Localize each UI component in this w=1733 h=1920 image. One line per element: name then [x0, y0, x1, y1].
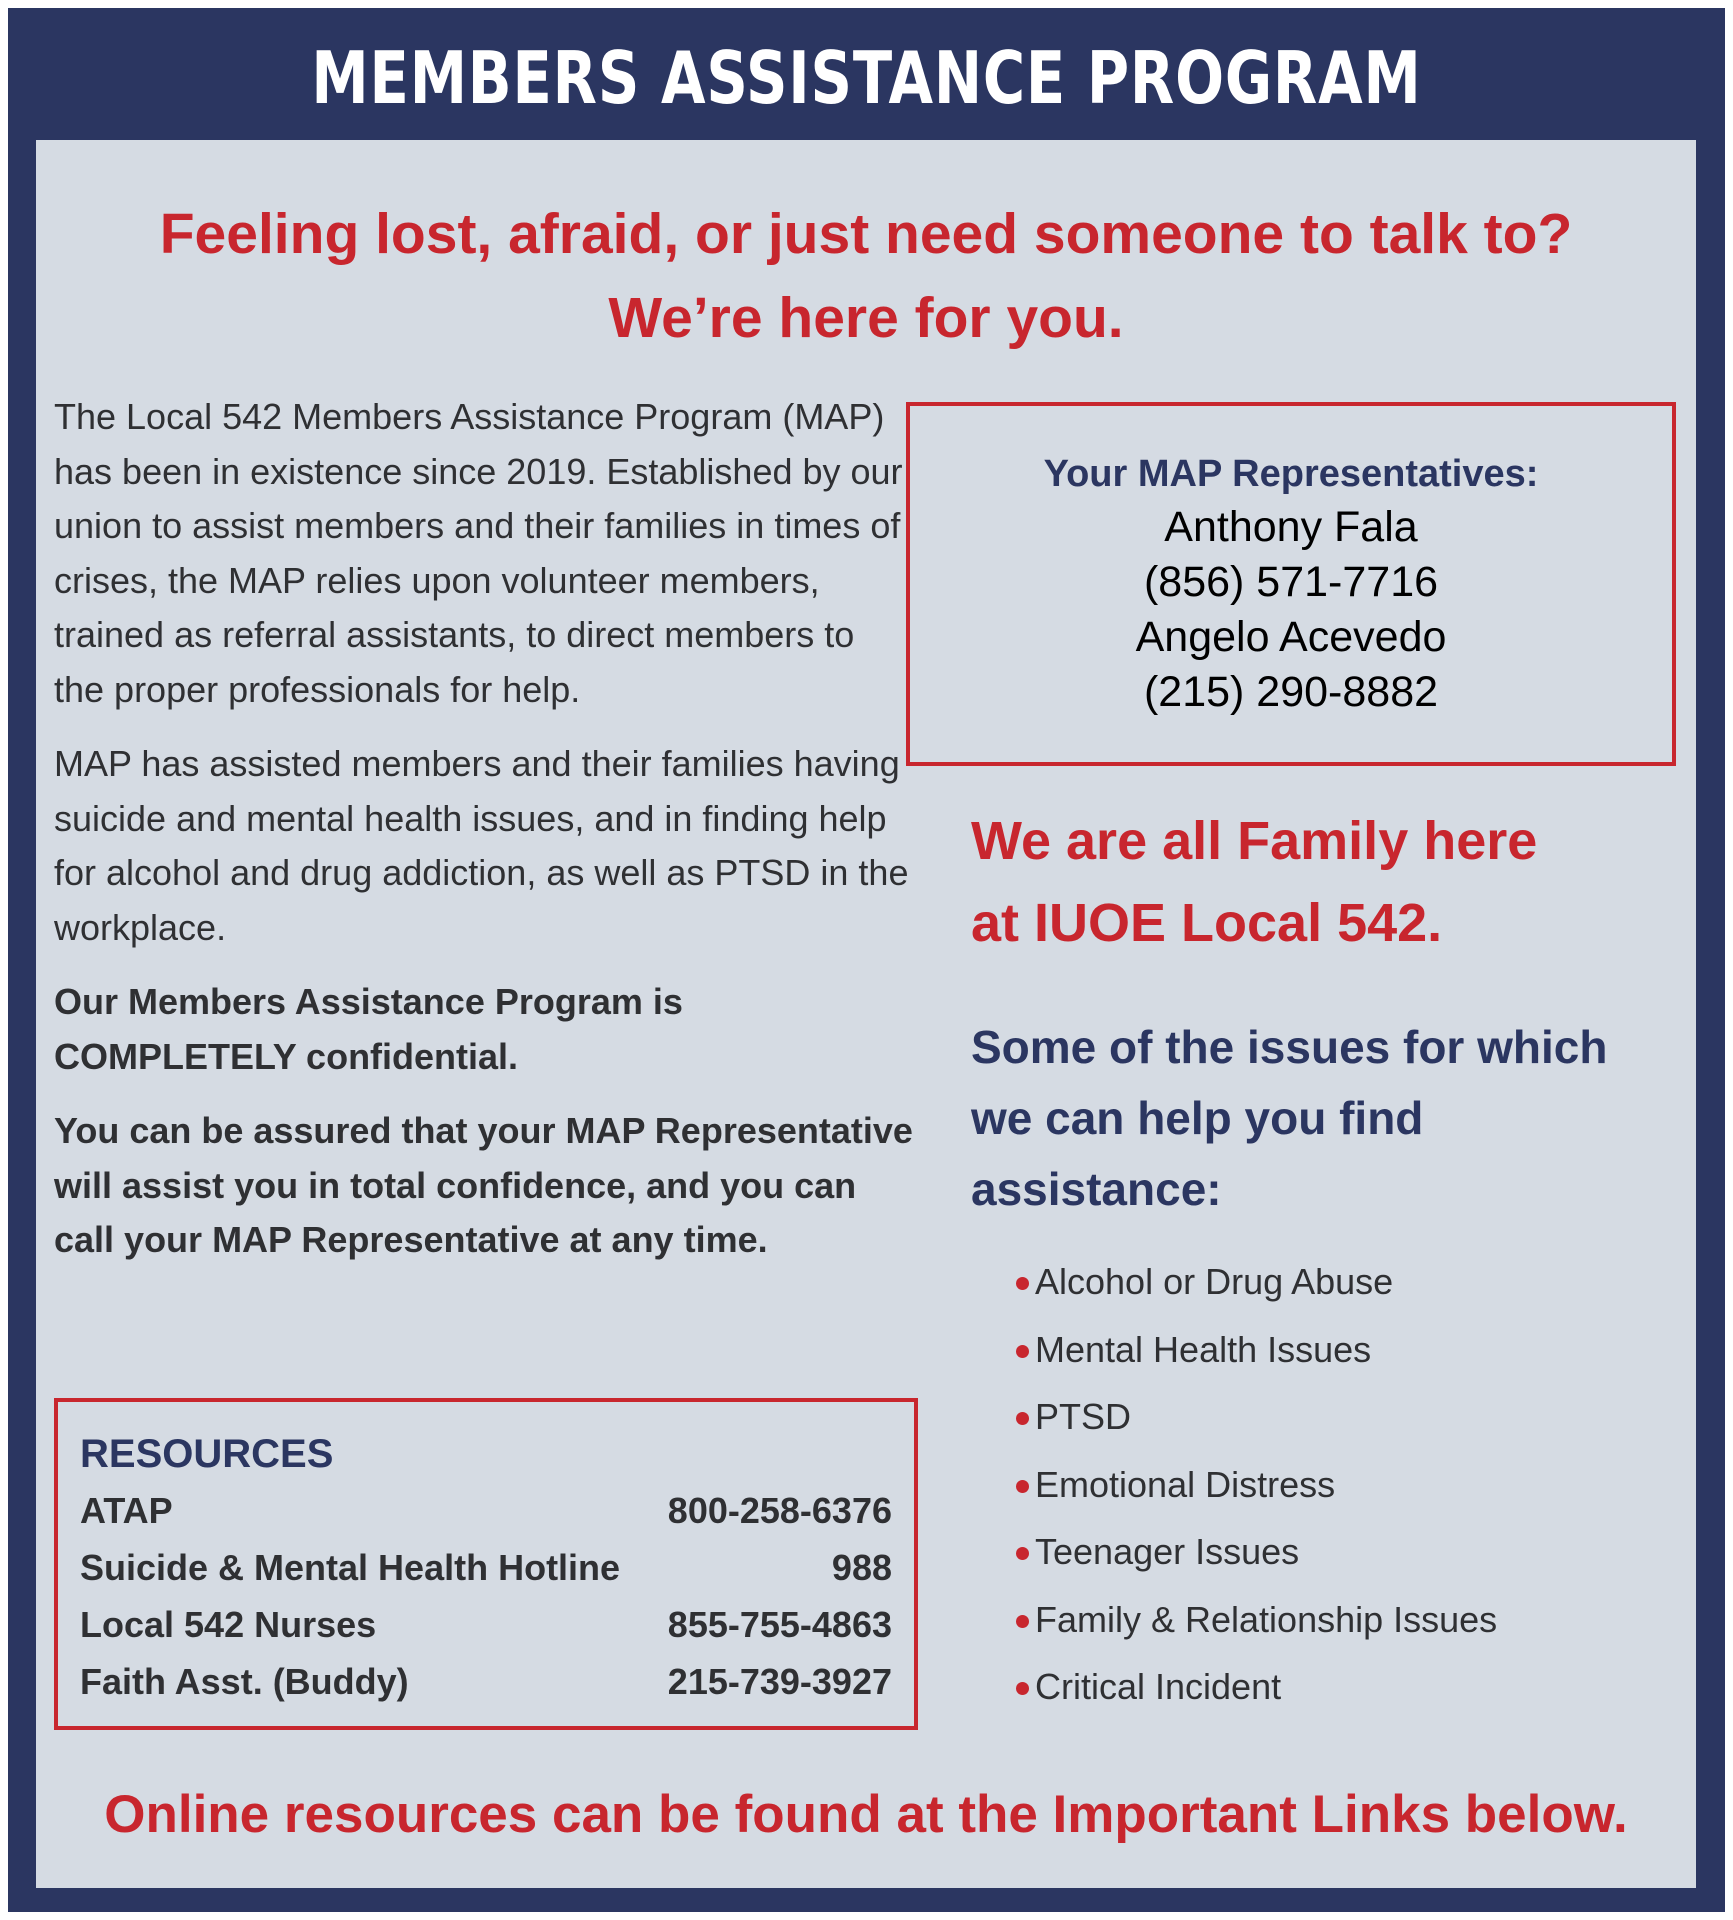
bullet-icon — [1016, 1277, 1029, 1290]
list-item — [1016, 1586, 1696, 1654]
resources-box — [54, 1398, 918, 1730]
resource-phone: 215-739-3927 — [667, 1661, 892, 1702]
content-panel — [36, 140, 1696, 1888]
issues-heading-line-3: assistance: — [971, 1163, 1222, 1215]
issues-heading-line-1: Some of the issues for which — [971, 1021, 1608, 1073]
list-item — [1016, 1518, 1696, 1586]
family-line-2: at IUOE Local 542. — [971, 893, 1443, 953]
issue-label: Critical Incident — [1035, 1666, 1282, 1707]
page-title: MEMBERS ASSISTANCE PROGRAM — [311, 36, 1422, 120]
list-item — [1016, 1451, 1696, 1519]
outer-frame — [8, 8, 1725, 1912]
footer-note: Online resources can be found at the Important Links below. — [104, 1785, 1628, 1844]
resource-name: ATAP — [80, 1490, 173, 1531]
family-line-1: We are all Family here — [971, 811, 1538, 871]
resource-phone: 855-755-4863 — [667, 1604, 892, 1645]
headline — [36, 192, 1696, 360]
bullet-icon — [1016, 1412, 1029, 1425]
representative-name: Angelo Acevedo — [1135, 613, 1447, 661]
intro-paragraph-1: The Local 542 Members Assistance Program (MAP) has been in existence since 2019. Established by our union to assist members and their families in times of crises, the MAP relies upon volunteer members, trained as referral assistants, to direct members to the proper professionals for help. — [54, 396, 903, 710]
resources-title: RESOURCES — [80, 1432, 334, 1476]
family-statement — [971, 800, 1671, 964]
issue-label: Alcohol or Drug Abuse — [1035, 1261, 1394, 1302]
bullet-icon — [1016, 1547, 1029, 1560]
issue-label: Teenager Issues — [1035, 1531, 1300, 1572]
issues-heading-line-2: we can help you find — [971, 1092, 1424, 1144]
issue-label: Family & Relationship Issues — [1035, 1598, 1498, 1640]
resource-name: Suicide & Mental Health Hotline — [80, 1547, 621, 1588]
bullet-icon — [1016, 1345, 1029, 1358]
issue-label: Emotional Distress — [1035, 1463, 1336, 1505]
issue-label: PTSD — [1035, 1396, 1132, 1437]
headline-line-2: We’re here for you. — [608, 286, 1124, 350]
resource-name: Faith Asst. (Buddy) — [80, 1661, 409, 1702]
representatives-box — [906, 402, 1676, 766]
resource-name: Local 542 Nurses — [80, 1604, 377, 1645]
issues-list — [1016, 1248, 1696, 1721]
bullet-icon — [1016, 1682, 1029, 1695]
list-item — [1016, 1316, 1696, 1384]
list-item — [1016, 1248, 1696, 1316]
issues-heading — [971, 1012, 1691, 1225]
resource-row — [80, 1539, 892, 1596]
representative-name: Anthony Fala — [1164, 503, 1418, 551]
representative-phone: (856) 571-7716 — [1143, 558, 1439, 606]
bullet-icon — [1016, 1480, 1029, 1493]
resource-row — [80, 1653, 892, 1710]
issue-label: Mental Health Issues — [1035, 1328, 1372, 1370]
headline-line-1: Feeling lost, afraid, or just need someone to talk to? — [159, 202, 1573, 266]
bullet-icon — [1016, 1615, 1029, 1628]
intro-column — [54, 390, 914, 1288]
list-item — [1016, 1653, 1696, 1721]
resource-phone: 988 — [831, 1547, 892, 1588]
representative-phone: (215) 290-8882 — [1143, 668, 1439, 716]
assurance-statement: You can be assured that your MAP Representative will assist you in total confidence, and you can call your MAP Representative at any time. — [54, 1110, 913, 1260]
list-item — [1016, 1383, 1696, 1451]
resource-phone: 800-258-6376 — [667, 1490, 892, 1531]
resource-row — [80, 1482, 892, 1539]
confidential-statement: Our Members Assistance Program is COMPLETELY confidential. — [54, 981, 683, 1077]
intro-paragraph-2: MAP has assisted members and their families having suicide and mental health issues, and in finding help for alcohol and drug addiction, as well as PTSD in the workplace. — [54, 743, 909, 948]
resource-row — [80, 1596, 892, 1653]
representatives-title: Your MAP Representatives: — [1043, 453, 1539, 495]
